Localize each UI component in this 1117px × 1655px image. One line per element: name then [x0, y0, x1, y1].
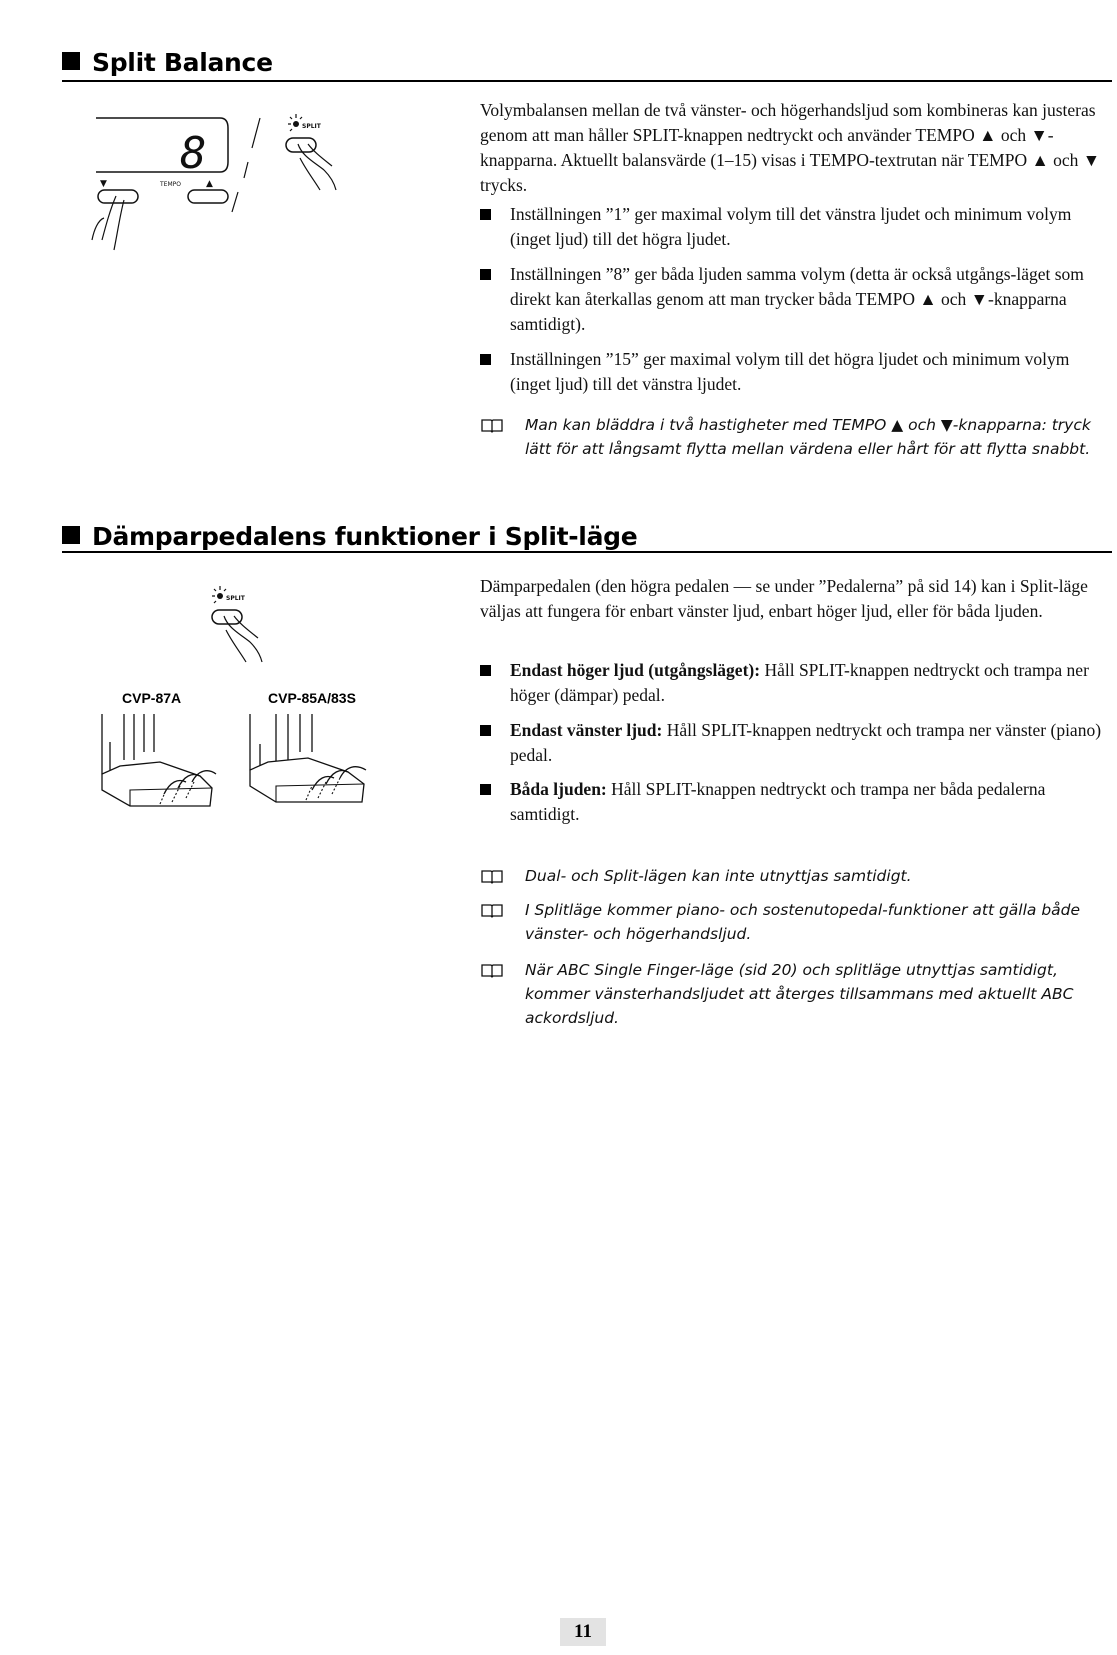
- finger-icon: [92, 196, 124, 250]
- bullet-square-icon: [480, 665, 491, 676]
- pedal-illustrations: [100, 712, 390, 812]
- damper-pedal-intro: Dämparpedalen (den högra pedalen — se under ”Pedalerna” på sid 14) kan i Split-läge väljas att fungera för enbart vänster ljud, enbart höger ljud, eller för båda ljuden.: [480, 576, 1088, 621]
- split-button-illustration: [206, 582, 296, 672]
- list-item: Endast vänster ljud: Håll SPLIT-knappen nedtryckt och trampa ner vänster (piano) pedal.: [480, 718, 1108, 768]
- tempo-up-arrow-icon: ▲: [206, 179, 213, 189]
- bullet-square-icon: [480, 209, 491, 220]
- book-icon: [480, 868, 504, 884]
- book-icon: [480, 902, 504, 918]
- list-item: Inställningen ”1” ger maximal volym till det vänstra ljudet och minimum volym (inget ljud) till det högra ljudet.: [480, 202, 1108, 252]
- split-label: SPLIT: [302, 123, 321, 130]
- note: När ABC Single Finger-läge (sid 20) och splitläge utnyttjas samtidigt, kommer vänsterhandsljudet att återges tillsammans med aktuellt ABC ackordsljud.: [480, 958, 1108, 1030]
- page-number: 11: [560, 1618, 606, 1646]
- note: Man kan bläddra i två hastigheter med TEMPO ▲ och ▼-knapparna: tryck lätt för att långsamt flytta mellan värdena eller hårt för att flytta snabbt.: [480, 413, 1108, 461]
- model-label-right: CVP-85A/83S: [268, 690, 356, 706]
- tempo-label: TEMPO: [160, 181, 181, 188]
- section-heading-split-balance: Split Balance: [62, 48, 273, 77]
- pedal-unit-cvp87a: [102, 714, 216, 806]
- split-balance-illustration: [88, 100, 388, 270]
- tempo-display-digit: 8: [180, 128, 207, 179]
- note: I Splitläge kommer piano- och sostenutopedal-funktioner att gälla både vänster- och högerhandsljud.: [480, 898, 1108, 946]
- model-label-left: CVP-87A: [122, 690, 182, 706]
- tempo-display-frame: [96, 118, 228, 172]
- tempo-down-arrow-icon: ▼: [100, 179, 107, 189]
- separator-slash-icon: [232, 118, 260, 212]
- list-item: Inställningen ”8” ger båda ljuden samma volym (detta är också utgångs-läget som direkt kan återkallas genom att man trycker båda TEMPO ▲ och ▼-knapparna samtidigt).: [480, 262, 1108, 337]
- note: Dual- och Split-lägen kan inte utnyttjas samtidigt.: [480, 864, 1108, 888]
- pedal-unit-cvp85a83s: [250, 714, 366, 802]
- book-icon: [480, 962, 504, 978]
- heading-square-icon: [62, 52, 80, 70]
- bullet-square-icon: [480, 269, 491, 280]
- split-label: SPLIT: [226, 595, 245, 602]
- bullet-square-icon: [480, 725, 491, 736]
- list-item: Båda ljuden: Håll SPLIT-knappen nedtryckt och trampa ner båda pedalerna samtidigt.: [480, 777, 1108, 827]
- heading-square-icon: [62, 526, 80, 544]
- section-heading-damper-pedal: Dämparpedalens funktioner i Split-läge: [62, 522, 637, 551]
- split-light-icon: [288, 114, 302, 131]
- split-balance-intro: Volymbalansen mellan de två vänster- och högerhandsljud som kombineras kan justeras genom att man håller SPLIT-knappen nedtryckt och använder TEMPO ▲ och ▼-knapparna. Aktuellt balansvärde (1–15) visas i TEMPO-textrutan när TEMPO ▲ och ▼ trycks.: [480, 100, 1101, 195]
- list-item: Endast höger ljud (utgångsläget): Håll SPLIT-knappen nedtryckt och trampa ner höger (dämpar) pedal.: [480, 658, 1108, 708]
- tempo-up-button: [188, 190, 228, 203]
- list-item: Inställningen ”15” ger maximal volym till det högra ljudet och minimum volym (inget ljud) till det vänstra ljudet.: [480, 347, 1108, 397]
- tempo-down-button: [98, 190, 138, 203]
- heading-rule: [62, 551, 1112, 553]
- bullet-square-icon: [480, 354, 491, 365]
- bullet-square-icon: [480, 784, 491, 795]
- heading-rule: [62, 80, 1112, 82]
- book-icon: [480, 417, 504, 433]
- split-light-icon: [212, 586, 226, 603]
